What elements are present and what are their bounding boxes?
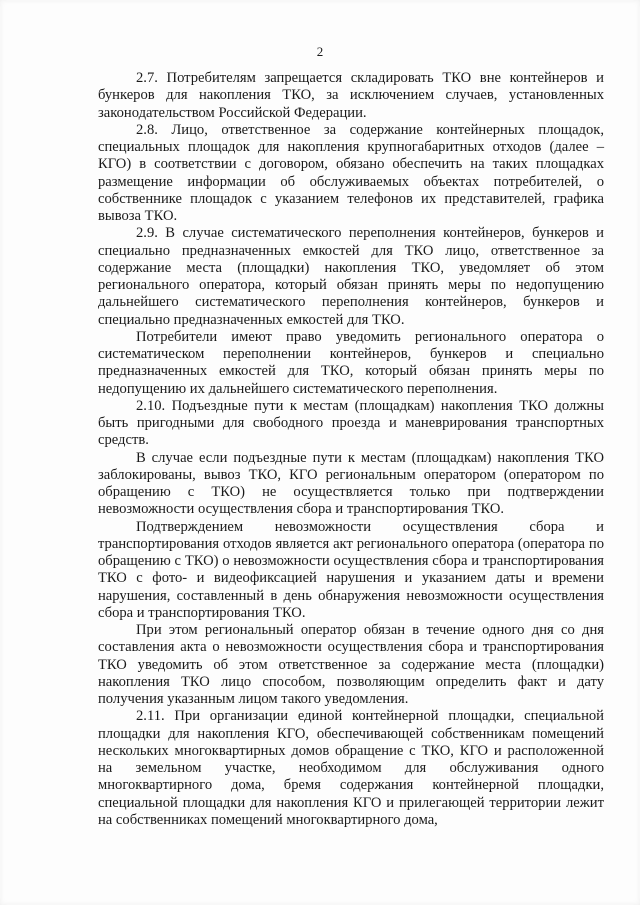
paragraph-2-10-blocked: В случае если подъездные пути к местам (площадкам) накопления ТКО заблокированы, вывоз ТКО, КГО региональным оператором (оператором по обращению с ТКО) не осуществляется только при подтверждении невозможности осуществления сбора и транспортирования ТКО. xyxy=(98,449,604,518)
paragraph-2-8: 2.8. Лицо, ответственное за содержание контейнерных площадок, специальных площадок для накопления крупногабаритных отходов (далее – КГО) в соответствии с договором, обязано обеспечить на таких площадках размещение информации об обслуживаемых объектах потребителей, о собственнике площадок с указанием телефонов их представителей, графика вывоза ТКО. xyxy=(98,121,604,224)
paragraph-2-10: 2.10. Подъездные пути к местам (площадкам) накопления ТКО должны быть пригодными для свободного проезда и маневрирования транспортных средств. xyxy=(98,397,604,449)
paragraph-2-7: 2.7. Потребителям запрещается складировать ТКО вне контейнеров и бункеров для накопления ТКО, за исключением случаев, установленных законодательством Российской Федерации. xyxy=(98,70,604,121)
paragraph-2-9-consumers: Потребители имеют право уведомить регионального оператора о систематическом переполнении контейнеров, бункеров и специально предназначенных емкостей для ТКО, который обязан принять меры по недопущению их дальнейшего систематического переполнения. xyxy=(98,328,604,397)
paragraph-2-9: 2.9. В случае систематического переполнения контейнеров, бункеров и специально предназначенных емкостей для ТКО лицо, ответственное за содержание места (площадки) накопления ТКО, уведомляет об этом регионального оператора, который обязан принять меры по недопущению дальнейшего систематического переполнения контейнеров, бункеров и специально предназначенных емкостей для ТКО. xyxy=(98,225,604,328)
paragraph-2-11: 2.11. При организации единой контейнерной площадки, специальной площадки для накопления КГО, обеспечивающей собственникам помещений нескольких многоквартирных домов обращение с ТКО, КГО и расположенной на земельном участке, необходимом для обслуживания одного многоквартирного дома, бремя содержания контейнерной площадки, специальной площадки для накопления КГО и прилегающей территории лежит на собственниках помещений многоквартирного дома, xyxy=(98,708,604,828)
page-number: 2 xyxy=(316,44,324,59)
paragraph-2-10-confirmation: Подтверждением невозможности осуществления сбора и транспортирования отходов является акт регионального оператора (оператора по обращению с ТКО) о невозможности осуществления сбора и транспортирования ТКО с фото- и видеофиксацией нарушения и указанием даты и времени нарушения, составленный в день обнаружения невозможности осуществления сбора и транспортирования ТКО. xyxy=(98,518,604,621)
paragraph-2-10-notification: При этом региональный оператор обязан в течение одного дня со дня составления акта о невозможности осуществления сбора и транспортирования ТКО уведомить об этом ответственное за содержание места (площадки) накопления ТКО лицо способом, позволяющим определить факт и дату получения указанным лицом такого уведомления. xyxy=(98,622,604,707)
document-body xyxy=(98,70,604,829)
